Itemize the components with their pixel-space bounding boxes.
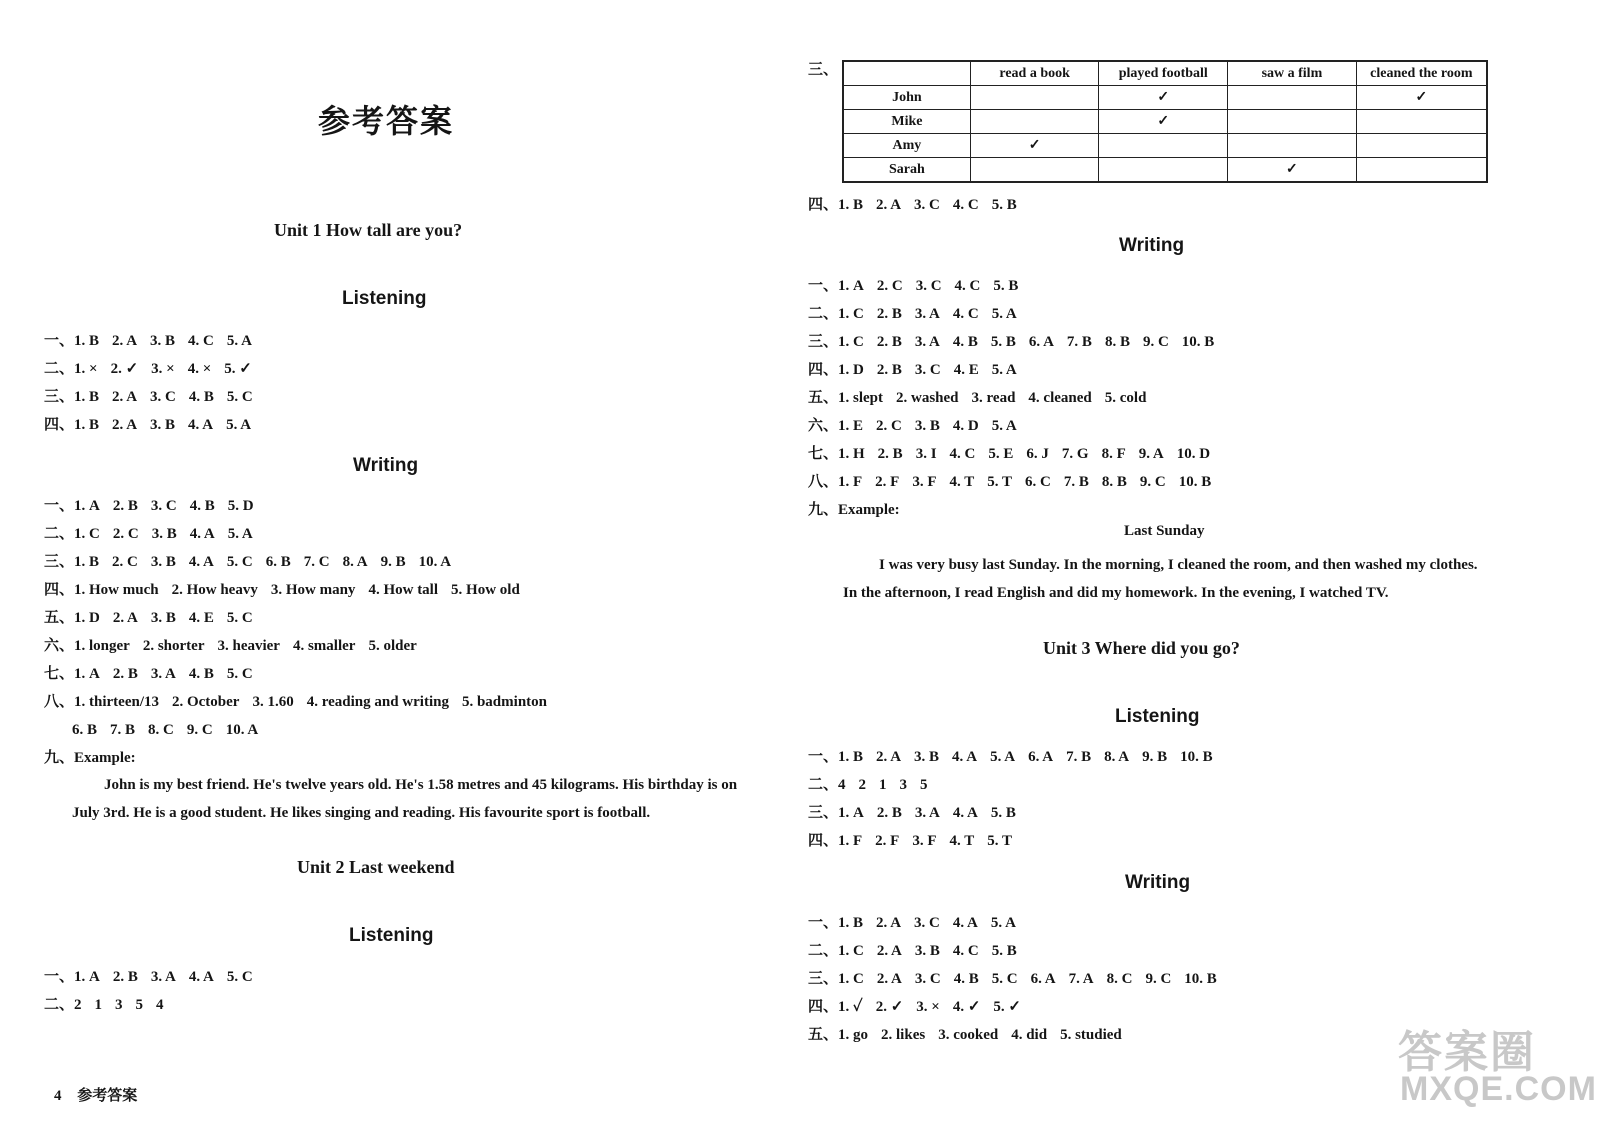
answer-item: 4. A xyxy=(189,526,215,542)
unit2-listening-answers xyxy=(44,963,266,1019)
answer-row xyxy=(44,383,266,411)
answer-item: 2. F xyxy=(875,833,900,849)
answer-item: 2. C xyxy=(112,526,139,542)
answer-item: 2. F xyxy=(875,474,900,490)
answer-item: 七、1. A xyxy=(44,666,100,682)
answer-item: 4. reading and writing xyxy=(306,694,449,710)
answer-row xyxy=(44,716,560,744)
answer-item: 四、1. D xyxy=(808,362,864,378)
answer-item: 5. T xyxy=(987,833,1012,849)
answer-item: 2. A xyxy=(112,333,138,349)
answer-item: 一、1. B xyxy=(44,333,100,349)
answer-item: 4. A xyxy=(188,417,214,433)
table-cell xyxy=(1356,134,1487,158)
table-cell: Mike xyxy=(843,110,970,134)
answer-item: 3. cooked xyxy=(938,1027,999,1043)
answer-item: 9. C xyxy=(186,722,213,738)
answer-row xyxy=(808,328,1227,356)
answer-item: 3. read xyxy=(971,390,1016,406)
answer-item: 4. E xyxy=(953,362,979,378)
answer-item: 2. B xyxy=(112,666,138,682)
page-footer xyxy=(54,1084,137,1105)
answer-item: 5 xyxy=(920,777,928,793)
unit3-listening-answers xyxy=(808,743,1226,855)
answer-item: 8. F xyxy=(1101,446,1126,462)
answer-item: 一、1. A xyxy=(44,969,100,985)
answer-item: 3. B xyxy=(914,418,940,434)
answer-item: 3. A xyxy=(150,969,176,985)
answer-row xyxy=(808,412,1227,440)
answer-item: 八、1. thirteen/13 xyxy=(44,694,159,710)
answer-item: 4. C xyxy=(952,943,979,959)
footer-label: 参考答案 xyxy=(77,1088,138,1104)
unit2-example-paragraph: I was very busy last Sunday. In the morning, I cleaned the room, and then washed my clothes. In the afternoon, I read English and did my homework. In the evening, I watched TV. xyxy=(843,557,1478,601)
answer-item: 5. T xyxy=(987,474,1012,490)
answer-item: 四、1. F xyxy=(808,833,863,849)
answer-item: 一、1. A xyxy=(808,278,864,294)
answer-item: 8. B xyxy=(1101,474,1127,490)
answer-item: 5. C xyxy=(226,666,253,682)
answer-row xyxy=(44,492,560,520)
answer-item: 3. B xyxy=(914,749,940,765)
answer-item: 10. A xyxy=(225,722,259,738)
answer-item: 5. badminton xyxy=(461,694,547,710)
unit1-writing-answers xyxy=(44,492,560,772)
answer-item: 4. C xyxy=(952,197,979,213)
answer-item: 3. C xyxy=(150,389,176,405)
answer-item: 五、1. go xyxy=(808,1027,869,1043)
table-cell xyxy=(970,86,1099,110)
answer-item: 9. C xyxy=(1139,474,1166,490)
answer-item: 四、1. How much xyxy=(44,582,159,598)
answer-item: 5. A xyxy=(226,333,252,349)
table-section-label: 三、 xyxy=(808,62,839,78)
answer-row xyxy=(44,963,266,991)
unit2-listening-heading: Listening xyxy=(349,925,434,946)
answer-item: 2. A xyxy=(876,971,902,987)
table-cell: John xyxy=(843,86,970,110)
answer-item: 4. × xyxy=(187,361,212,377)
answer-item: 4. D xyxy=(952,418,979,434)
answer-item: 一、1. B xyxy=(808,915,864,931)
answer-row xyxy=(808,965,1230,993)
answer-row xyxy=(44,991,266,1019)
answer-item: 2. A xyxy=(112,417,138,433)
answer-item: 三、1. B xyxy=(44,554,100,570)
answer-item: 1 xyxy=(879,777,887,793)
answer-item: 5. ✓ xyxy=(993,999,1021,1015)
answer-item: 4. T xyxy=(949,833,975,849)
answer-item: 2. B xyxy=(876,805,902,821)
answer-row xyxy=(44,411,266,439)
unit3-writing-answers xyxy=(808,909,1230,1049)
answer-item: 5. B xyxy=(990,334,1016,350)
answer-item: 8. B xyxy=(1104,334,1130,350)
answer-item: 4. C xyxy=(954,278,981,294)
answer-item: 5. older xyxy=(368,638,417,654)
answer-item: 五、1. D xyxy=(44,610,100,626)
answer-item: 七、1. H xyxy=(808,446,865,462)
answer-row xyxy=(808,799,1226,827)
answer-item: 3. 1.60 xyxy=(252,694,294,710)
answer-item: 4. B xyxy=(189,498,215,514)
answer-item: 5. How old xyxy=(451,582,520,598)
unit1-example-paragraph: John is my best friend. He's twelve years old. He's 1.58 metres and 45 kilograms. His birthday is on July 3rd. He is a good student. He likes singing and reading. His favourite sport is football. xyxy=(72,777,738,821)
answer-item: 3. How many xyxy=(270,582,356,598)
answer-item: 10. B xyxy=(1181,334,1215,350)
answer-item: 3. B xyxy=(150,610,176,626)
answer-item: 2. shorter xyxy=(142,638,205,654)
answer-item: 2. B xyxy=(876,306,902,322)
table-header-cell: cleaned the room xyxy=(1356,61,1487,86)
table-row xyxy=(843,110,1487,134)
answer-item: 5. B xyxy=(993,278,1019,294)
answer-item: 4. smaller xyxy=(292,638,356,654)
answer-item: 二、1. C xyxy=(44,526,100,542)
example-label: 九、Example: xyxy=(808,502,900,518)
answer-item: 5. A xyxy=(226,417,252,433)
answer-item: 3. A xyxy=(150,666,176,682)
answer-item: 7. B xyxy=(1066,334,1092,350)
table-header-row xyxy=(843,61,1487,86)
unit2-listening-tail xyxy=(808,191,1030,219)
answer-row xyxy=(808,909,1230,937)
watermark-url: MXQE.COM xyxy=(1400,1070,1597,1108)
answer-item: 10. B xyxy=(1180,749,1213,765)
answer-item: 4. A xyxy=(188,969,214,985)
answer-item: 一、1. A xyxy=(44,498,100,514)
unit2-title: Unit 2 Last weekend xyxy=(297,857,455,877)
answer-item: 4. cleaned xyxy=(1028,390,1092,406)
answer-item: 三、1. B xyxy=(44,389,100,405)
answer-item: 5. A xyxy=(991,418,1017,434)
activity-table xyxy=(842,60,1488,183)
answer-item: 2. likes xyxy=(881,1027,926,1043)
answer-item: 一、1. B xyxy=(808,749,864,765)
answer-item: 3. A xyxy=(914,805,940,821)
answer-item: 8. A xyxy=(342,554,368,570)
answer-item: 八、1. F xyxy=(808,474,863,490)
answer-item: 2. washed xyxy=(896,390,959,406)
answer-item: 2. How heavy xyxy=(171,582,258,598)
answer-row xyxy=(44,660,560,688)
answer-item: 2. A xyxy=(112,389,138,405)
answer-item: 2. B xyxy=(876,334,902,350)
answer-item: 3. I xyxy=(915,446,937,462)
answer-item: 四、1. ✓ xyxy=(808,999,863,1015)
answer-item: 4. ✓ xyxy=(952,999,981,1015)
answer-item: 1 xyxy=(94,997,103,1013)
answer-item: 4. E xyxy=(188,610,214,626)
answer-item: 二、2 xyxy=(44,997,82,1013)
answer-item: 五、1. slept xyxy=(808,390,884,406)
answer-row xyxy=(44,355,266,383)
answer-item: 3. heavier xyxy=(217,638,280,654)
answer-row xyxy=(44,604,560,632)
answer-item: 六、1. E xyxy=(808,418,864,434)
answer-item: 5. C xyxy=(226,610,253,626)
answer-item: 7. B xyxy=(110,722,136,738)
answer-item: 2. ✓ xyxy=(875,999,904,1015)
answer-item: 3. C xyxy=(914,362,941,378)
answer-item: 6. A xyxy=(1030,971,1056,987)
answer-item: 四、1. B xyxy=(44,417,100,433)
answer-row xyxy=(44,576,560,604)
answer-item: 2. A xyxy=(876,197,902,213)
answer-row xyxy=(808,468,1227,496)
answer-item: 4. How tall xyxy=(368,582,439,598)
unit3-listening-heading: Listening xyxy=(1115,706,1200,727)
answer-item: 7. C xyxy=(303,554,330,570)
answer-item: 二、1. × xyxy=(44,361,98,377)
unit1-title: Unit 1 How tall are you? xyxy=(274,220,463,240)
answer-item: 4. C xyxy=(949,446,976,462)
answer-item: 5. C xyxy=(226,969,253,985)
watermark-logo: 答案圈 xyxy=(1398,1027,1536,1078)
answer-item: 3. A xyxy=(914,306,940,322)
answer-item: 3 xyxy=(115,997,123,1013)
answer-item: 2. C xyxy=(876,418,902,434)
answer-item: 7. G xyxy=(1061,446,1089,462)
answer-item: 2. A xyxy=(876,915,902,931)
answer-item: 4. A xyxy=(952,805,978,821)
answer-item: 二、1. C xyxy=(808,943,864,959)
answer-item: 5. B xyxy=(991,197,1017,213)
answer-item: 4. T xyxy=(949,474,975,490)
table-header-cell: saw a film xyxy=(1228,61,1357,86)
answer-row xyxy=(808,771,1226,799)
answer-item: 5. E xyxy=(988,446,1014,462)
table-row xyxy=(843,86,1487,110)
unit2-writing-heading: Writing xyxy=(1119,235,1185,256)
table-cell: ✓ xyxy=(1099,110,1228,134)
answer-item: 3. F xyxy=(912,474,937,490)
answer-item: 三、1. A xyxy=(808,805,864,821)
answer-item: 3. B xyxy=(914,943,940,959)
answer-item: 2. B xyxy=(877,446,903,462)
answer-item: 2. A xyxy=(876,749,902,765)
answer-item: 10. B xyxy=(1184,971,1217,987)
answer-item: 2. ✓ xyxy=(110,361,139,377)
answer-row xyxy=(808,356,1227,384)
answer-item: 2. C xyxy=(876,278,903,294)
answer-item: 3. B xyxy=(150,554,176,570)
answer-item: 2. A xyxy=(112,610,138,626)
answer-item: 二、4 xyxy=(808,777,846,793)
answer-item: 8. A xyxy=(1104,749,1130,765)
unit3-writing-heading: Writing xyxy=(1125,872,1191,893)
answer-item: 5. D xyxy=(227,498,254,514)
answer-item: 5. B xyxy=(991,943,1017,959)
answer-item: 5. A xyxy=(991,362,1017,378)
answer-item: 3. C xyxy=(150,498,177,514)
answer-item: 4. B xyxy=(188,389,214,405)
answer-item: 3. × xyxy=(151,361,175,377)
answer-item: 6. J xyxy=(1026,446,1049,462)
table-cell xyxy=(1228,110,1357,134)
unit2-writing-answers xyxy=(808,272,1227,524)
answer-item: 3. C xyxy=(914,971,941,987)
answer-item: 9. C xyxy=(1145,971,1172,987)
answer-row xyxy=(808,440,1227,468)
page-title: 参考答案 xyxy=(318,102,455,140)
answer-item: 4. B xyxy=(953,971,979,987)
answer-item: 8. C xyxy=(1106,971,1133,987)
table-cell xyxy=(1228,134,1357,158)
answer-item: 9. B xyxy=(1142,749,1168,765)
answer-item: 三、1. C xyxy=(808,334,864,350)
answer-item: 三、1. C xyxy=(808,971,864,987)
table-cell xyxy=(1228,86,1357,110)
table-cell xyxy=(1099,134,1228,158)
answer-row xyxy=(808,827,1226,855)
answer-item: 二、1. C xyxy=(808,306,864,322)
answer-row xyxy=(808,384,1227,412)
answer-item: 3. C xyxy=(914,197,940,213)
table-cell: ✓ xyxy=(1356,86,1487,110)
answer-item: 2. B xyxy=(112,498,138,514)
answer-item: 5. cold xyxy=(1104,390,1147,406)
answer-item: 6. A xyxy=(1028,334,1054,350)
answer-item: 4 xyxy=(156,997,164,1013)
answer-item: 3. B xyxy=(150,333,176,349)
table-cell: ✓ xyxy=(970,134,1099,158)
answer-item: 6. C xyxy=(1024,474,1051,490)
answer-item: 3. × xyxy=(916,999,940,1015)
answer-item: 5. A xyxy=(990,749,1016,765)
answer-row xyxy=(44,520,560,548)
answer-item: 5. studied xyxy=(1060,1027,1122,1043)
answer-item: 6. B xyxy=(265,554,291,570)
answer-item: 5 xyxy=(135,997,144,1013)
answer-item: 10. B xyxy=(1178,474,1212,490)
answer-item: 5. A xyxy=(990,915,1016,931)
answer-item: 4. C xyxy=(188,333,214,349)
answer-item: 5. A xyxy=(227,526,253,542)
answer-item: 4. did xyxy=(1011,1027,1048,1043)
answer-item: 2. C xyxy=(112,554,138,570)
answer-item: 3. A xyxy=(914,334,940,350)
answer-row xyxy=(44,688,560,716)
answer-item: 2. October xyxy=(171,694,240,710)
answer-item: 3. F xyxy=(912,833,937,849)
answer-item: 4. A xyxy=(188,554,214,570)
answer-item: 2. A xyxy=(876,943,902,959)
table-header-cell: read a book xyxy=(970,61,1099,86)
answer-item: 四、1. B xyxy=(808,197,864,213)
answer-row xyxy=(44,632,560,660)
answer-row xyxy=(808,993,1230,1021)
answer-item: 2. B xyxy=(876,362,902,378)
answer-item: 7. B xyxy=(1066,749,1092,765)
answer-item: 3 xyxy=(899,777,908,793)
table-cell xyxy=(1356,110,1487,134)
answer-row xyxy=(44,327,266,355)
answer-item: 5. B xyxy=(990,805,1016,821)
answer-row xyxy=(808,937,1230,965)
answer-row xyxy=(808,1021,1230,1049)
table-header-cell xyxy=(843,61,970,86)
unit1-writing-heading: Writing xyxy=(353,455,419,476)
page-number: 4 xyxy=(54,1088,62,1104)
answer-item: 4. B xyxy=(188,666,214,682)
answer-item: 4. A xyxy=(952,749,978,765)
answer-item: 9. A xyxy=(1138,446,1164,462)
example-title: Last Sunday xyxy=(1124,523,1205,539)
example-label: 九、Example: xyxy=(44,750,136,766)
table-cell xyxy=(970,110,1099,134)
answer-item: 3. B xyxy=(151,526,177,542)
answer-item: 8. C xyxy=(148,722,174,738)
answer-item: 3. C xyxy=(914,915,940,931)
answer-item: 6. A xyxy=(1028,749,1054,765)
answer-item: 2 xyxy=(858,777,867,793)
answer-item: 4. A xyxy=(952,915,978,931)
answer-item: 3. C xyxy=(915,278,942,294)
table-row xyxy=(843,158,1487,183)
table-cell xyxy=(970,158,1099,183)
answer-item: 9. B xyxy=(380,554,406,570)
table-row xyxy=(843,134,1487,158)
table-cell: Amy xyxy=(843,134,970,158)
answer-item: 7. B xyxy=(1063,474,1089,490)
unit1-listening-answers xyxy=(44,327,266,439)
answer-row xyxy=(808,272,1227,300)
table-cell xyxy=(1099,158,1228,183)
unit3-title: Unit 3 Where did you go? xyxy=(1043,638,1240,658)
answer-row xyxy=(808,191,1030,219)
table-cell: ✓ xyxy=(1099,86,1228,110)
answer-item: 3. B xyxy=(150,417,176,433)
answer-item: 10. D xyxy=(1176,446,1211,462)
table-cell: ✓ xyxy=(1228,158,1357,183)
answer-row xyxy=(808,300,1227,328)
answer-item: 4. C xyxy=(952,306,979,322)
answer-item: 7. A xyxy=(1068,971,1094,987)
answer-row xyxy=(44,548,560,576)
table-cell: Sarah xyxy=(843,158,970,183)
answer-item: 5. C xyxy=(226,554,253,570)
unit1-listening-heading: Listening xyxy=(342,288,427,309)
answer-item: 2. B xyxy=(112,969,138,985)
answer-item: 4. B xyxy=(952,334,978,350)
answer-item: 10. A xyxy=(418,554,452,570)
answer-item: 6. B xyxy=(72,722,98,738)
answer-item: 5. C xyxy=(991,971,1018,987)
answer-row xyxy=(808,743,1226,771)
answer-item: 5. C xyxy=(226,389,253,405)
table-cell xyxy=(1356,158,1487,183)
table-header-cell: played football xyxy=(1099,61,1228,86)
answer-item: 六、1. longer xyxy=(44,638,130,654)
answer-item: 5. ✓ xyxy=(224,361,252,377)
answer-item: 5. A xyxy=(991,306,1017,322)
answer-item: 9. C xyxy=(1142,334,1169,350)
